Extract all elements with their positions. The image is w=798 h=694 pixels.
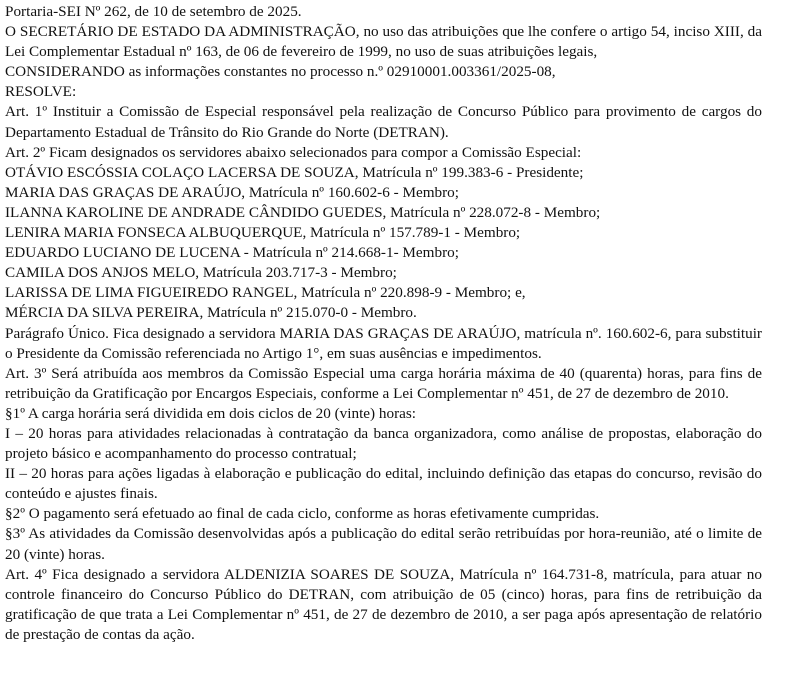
article-3-paragraph-1: §1º A carga horária será dividida em dois ciclos de 20 (vinte) horas: [5,404,416,422]
article-3-paragraph-3: §3º As atividades da Comissão desenvolvidas após a publicação do edital serão retribuídas por hora-reunião, até o limite de 20 (vinte) horas. [5,525,762,563]
article-3-item-i: I – 20 horas para atividades relacionadas à contratação da banca organizadora, como análise de propostas, elaboração do projeto básico e acompanhamento do processo contratual; [5,424,762,463]
preamble-paragraph: O SECRETÁRIO DE ESTADO DA ADMINISTRAÇÃO, no uso das atribuições que lhe confere o artigo 54, inciso XIII, da Lei Complementar Estadual nº 163, de 06 de fevereiro de 1999, no uso de suas atribuições legais, [5,23,762,61]
article-3-item-ii: II – 20 horas para ações ligadas à elaboração e publicação do edital, incluindo definição das etapas do concurso, revisão do conteúdo e ajustes finais. [5,465,762,503]
article-3: Art. 3º Será atribuída aos membros da Comissão Especial uma carga horária máxima de 40 (quarenta) horas, para fins de retribuição da Gratificação por Encargos Especiais, conforme a Lei Complementar nº 451, de 27 de dezembro de 2010. [5,364,762,402]
resolve-heading: RESOLVE: [5,83,77,101]
member-line: EDUARDO LUCIANO DE LUCENA - Matrícula nº 214.668-1- Membro; [5,244,459,262]
article-1: Art. 1º Instituir a Comissão de Especial responsável pela realização de Concurso Público para provimento de cargos do Departamento Estadual de Trânsito do Rio Grande do Norte (DETRAN). [5,103,762,141]
member-line: MÉRCIA DA SILVA PEREIRA, Matrícula nº 215.070-0 - Membro. [5,304,417,322]
member-line: ILANNA KAROLINE DE ANDRADE CÂNDIDO GUEDES, Matrícula nº 228.072-8 - Membro; [5,203,601,221]
member-line: LENIRA MARIA FONSECA ALBUQUERQUE, Matrícula nº 157.789-1 - Membro; [5,224,521,242]
considering-paragraph: CONSIDERANDO as informações constantes no processo n.º 02910001.003361/2025-08, [5,63,556,81]
article-2: Art. 2º Ficam designados os servidores abaixo selecionados para compor a Comissão Especial: [5,143,582,161]
member-line: CAMILA DOS ANJOS MELO, Matrícula 203.717-3 - Membro; [5,264,397,282]
member-line: OTÁVIO ESCÓSSIA COLAÇO LACERSA DE SOUZA, Matrícula nº 199.383-6 - Presidente; [5,163,584,181]
sole-paragraph: Parágrafo Único. Fica designado a servidora MARIA DAS GRAÇAS DE ARAÚJO, matrícula nº. 160.602-6, para substituir o Presidente da Comissão referenciada no Artigo 1°, em suas ausências e impedimentos. [5,324,762,362]
member-line: LARISSA DE LIMA FIGUEIREDO RANGEL, Matrícula nº 220.898-9 - Membro; e, [5,284,526,302]
article-4: Art. 4º Fica designado a servidora ALDENIZIA SOARES DE SOUZA, Matrícula nº 164.731-8, matrícula, para atuar no controle financeiro do Concurso Público do DETRAN, com atribuição de 05 (cinco) horas, para fins de retribuição da gratificação de que trata a Lei Complementar nº 451, de 27 de dezembro de 2010, a ser paga após apresentação de relatório de prestação de contas da ação. [5,565,762,643]
member-line: MARIA DAS GRAÇAS DE ARAÚJO, Matrícula nº 160.602-6 - Membro; [5,183,459,201]
ordinance-document [0,2,798,645]
article-3-paragraph-2: §2º O pagamento será efetuado ao final de cada ciclo, conforme as horas efetivamente cumpridas. [5,505,600,523]
ordinance-title: Portaria-SEI Nº 262, de 10 de setembro de 2025. [5,3,302,20]
